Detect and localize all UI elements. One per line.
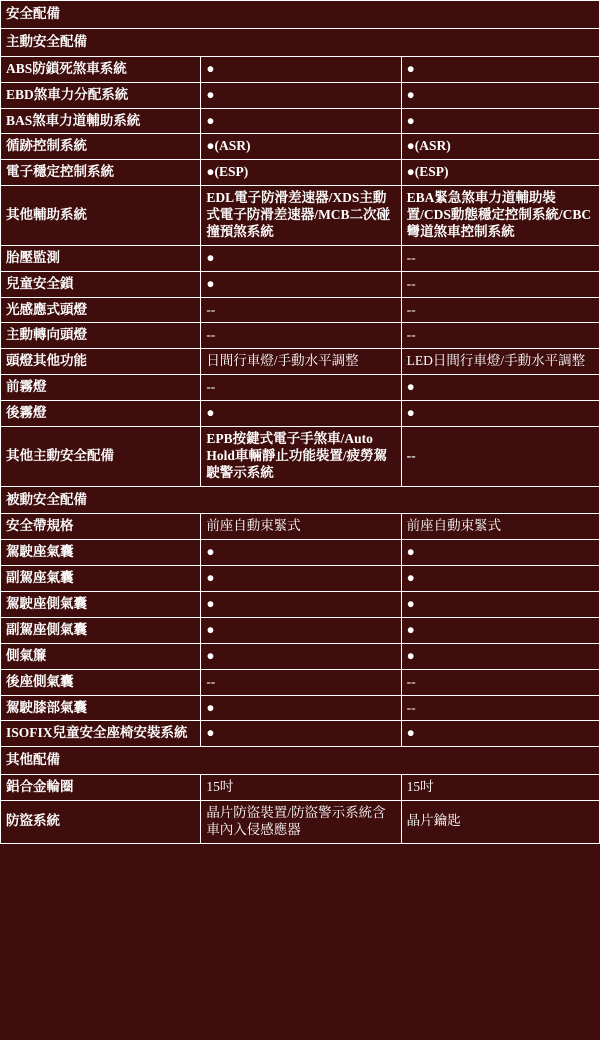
spec-value-column-a: EPB按鍵式電子手煞車/Auto Hold車輛靜止功能裝置/疲勞駕駛警示系統 — [201, 426, 401, 486]
section-header-row — [1, 747, 600, 775]
spec-value-column-a: ● — [201, 566, 401, 592]
section-header-row — [1, 28, 600, 56]
spec-value-column-a: -- — [201, 323, 401, 349]
section-title: 被動安全配備 — [1, 486, 600, 514]
spec-label: 其他主動安全配備 — [1, 426, 201, 486]
spec-label: 駕駛座氣囊 — [1, 540, 201, 566]
spec-value-column-a: ●(ESP) — [201, 160, 401, 186]
spec-label: 側氣簾 — [1, 643, 201, 669]
spec-value-column-a: -- — [201, 375, 401, 401]
spec-value-column-b: ● — [401, 592, 599, 618]
table-row — [1, 617, 600, 643]
spec-value-column-b: ● — [401, 643, 599, 669]
table-row — [1, 695, 600, 721]
spec-value-column-a: ● — [201, 540, 401, 566]
section-title: 主動安全配備 — [1, 28, 600, 56]
spec-value-column-b: -- — [401, 323, 599, 349]
section-header-row — [1, 486, 600, 514]
spec-value-column-a: ● — [201, 56, 401, 82]
spec-value-column-a: ● — [201, 245, 401, 271]
spec-label: 胎壓監測 — [1, 245, 201, 271]
table-row — [1, 721, 600, 747]
spec-value-column-a: ● — [201, 108, 401, 134]
table-row — [1, 245, 600, 271]
spec-value-column-b: ● — [401, 721, 599, 747]
spec-value-column-b: ●(ESP) — [401, 160, 599, 186]
table-row — [1, 375, 600, 401]
spec-label: 副駕座側氣囊 — [1, 617, 201, 643]
spec-label: ABS防鎖死煞車系統 — [1, 56, 201, 82]
spec-value-column-a: 前座自動束緊式 — [201, 514, 401, 540]
table-row — [1, 775, 600, 801]
spec-value-column-b: EBA緊急煞車力道輔助裝置/CDS動態穩定控制系統/CBC彎道煞車控制系統 — [401, 186, 599, 246]
section-header-row — [1, 1, 600, 29]
spec-value-column-a: ● — [201, 592, 401, 618]
table-row — [1, 56, 600, 82]
spec-label: 主動轉向頭燈 — [1, 323, 201, 349]
spec-label: 安全帶規格 — [1, 514, 201, 540]
spec-value-column-b: -- — [401, 245, 599, 271]
spec-value-column-b: ● — [401, 401, 599, 427]
spec-value-column-b: ● — [401, 617, 599, 643]
spec-value-column-a: -- — [201, 297, 401, 323]
spec-value-column-a: 晶片防盜裝置/防盜警示系統含車內入侵感應器 — [201, 801, 401, 844]
spec-label: EBD煞車力分配系統 — [1, 82, 201, 108]
spec-value-column-b: 15吋 — [401, 775, 599, 801]
spec-value-column-b: ● — [401, 56, 599, 82]
spec-label: 循跡控制系統 — [1, 134, 201, 160]
table-row — [1, 349, 600, 375]
section-title: 安全配備 — [1, 1, 600, 29]
table-row — [1, 401, 600, 427]
spec-label: 鋁合金輪圈 — [1, 775, 201, 801]
spec-value-column-b: -- — [401, 695, 599, 721]
table-row — [1, 134, 600, 160]
table-row — [1, 108, 600, 134]
table-row — [1, 801, 600, 844]
table-row — [1, 186, 600, 246]
spec-table-body — [1, 1, 600, 844]
spec-value-column-a: EDL電子防滑差速器/XDS主動式電子防滑差速器/MCB二次碰撞預煞系統 — [201, 186, 401, 246]
spec-value-column-a: ● — [201, 643, 401, 669]
spec-label: 駕駛座側氣囊 — [1, 592, 201, 618]
spec-label: 頭燈其他功能 — [1, 349, 201, 375]
spec-label: 光感應式頭燈 — [1, 297, 201, 323]
spec-label: 其他輔助系統 — [1, 186, 201, 246]
spec-value-column-a: 日間行車燈/手動水平調整 — [201, 349, 401, 375]
spec-label: 兒童安全鎖 — [1, 271, 201, 297]
spec-value-column-a: -- — [201, 669, 401, 695]
spec-value-column-a: ● — [201, 617, 401, 643]
table-row — [1, 592, 600, 618]
table-row — [1, 540, 600, 566]
spec-label: 後霧燈 — [1, 401, 201, 427]
spec-value-column-b: -- — [401, 669, 599, 695]
spec-value-column-b: ●(ASR) — [401, 134, 599, 160]
table-row — [1, 514, 600, 540]
table-row — [1, 323, 600, 349]
spec-value-column-a: ● — [201, 695, 401, 721]
table-row — [1, 297, 600, 323]
spec-value-column-b: 前座自動束緊式 — [401, 514, 599, 540]
spec-value-column-b: ● — [401, 82, 599, 108]
spec-value-column-b: 晶片鑰匙 — [401, 801, 599, 844]
spec-value-column-b: LED日間行車燈/手動水平調整 — [401, 349, 599, 375]
spec-label: 電子穩定控制系統 — [1, 160, 201, 186]
spec-label: 副駕座氣囊 — [1, 566, 201, 592]
spec-label: 駕駛膝部氣囊 — [1, 695, 201, 721]
table-row — [1, 643, 600, 669]
table-row — [1, 271, 600, 297]
spec-label: 防盜系統 — [1, 801, 201, 844]
spec-value-column-b: ● — [401, 108, 599, 134]
spec-value-column-b: ● — [401, 540, 599, 566]
table-row — [1, 669, 600, 695]
spec-label: 前霧燈 — [1, 375, 201, 401]
table-row — [1, 82, 600, 108]
spec-value-column-b: ● — [401, 375, 599, 401]
spec-value-column-b: -- — [401, 271, 599, 297]
spec-value-column-a: 15吋 — [201, 775, 401, 801]
spec-value-column-a: ● — [201, 82, 401, 108]
table-row — [1, 426, 600, 486]
spec-value-column-a: ●(ASR) — [201, 134, 401, 160]
table-row — [1, 566, 600, 592]
spec-label: BAS煞車力道輔助系統 — [1, 108, 201, 134]
spec-value-column-b: -- — [401, 426, 599, 486]
spec-value-column-b: -- — [401, 297, 599, 323]
spec-value-column-a: ● — [201, 721, 401, 747]
spec-label: ISOFIX兒童安全座椅安裝系統 — [1, 721, 201, 747]
table-row — [1, 160, 600, 186]
spec-value-column-a: ● — [201, 401, 401, 427]
spec-value-column-b: ● — [401, 566, 599, 592]
spec-label: 後座側氣囊 — [1, 669, 201, 695]
spec-value-column-a: ● — [201, 271, 401, 297]
section-title: 其他配備 — [1, 747, 600, 775]
